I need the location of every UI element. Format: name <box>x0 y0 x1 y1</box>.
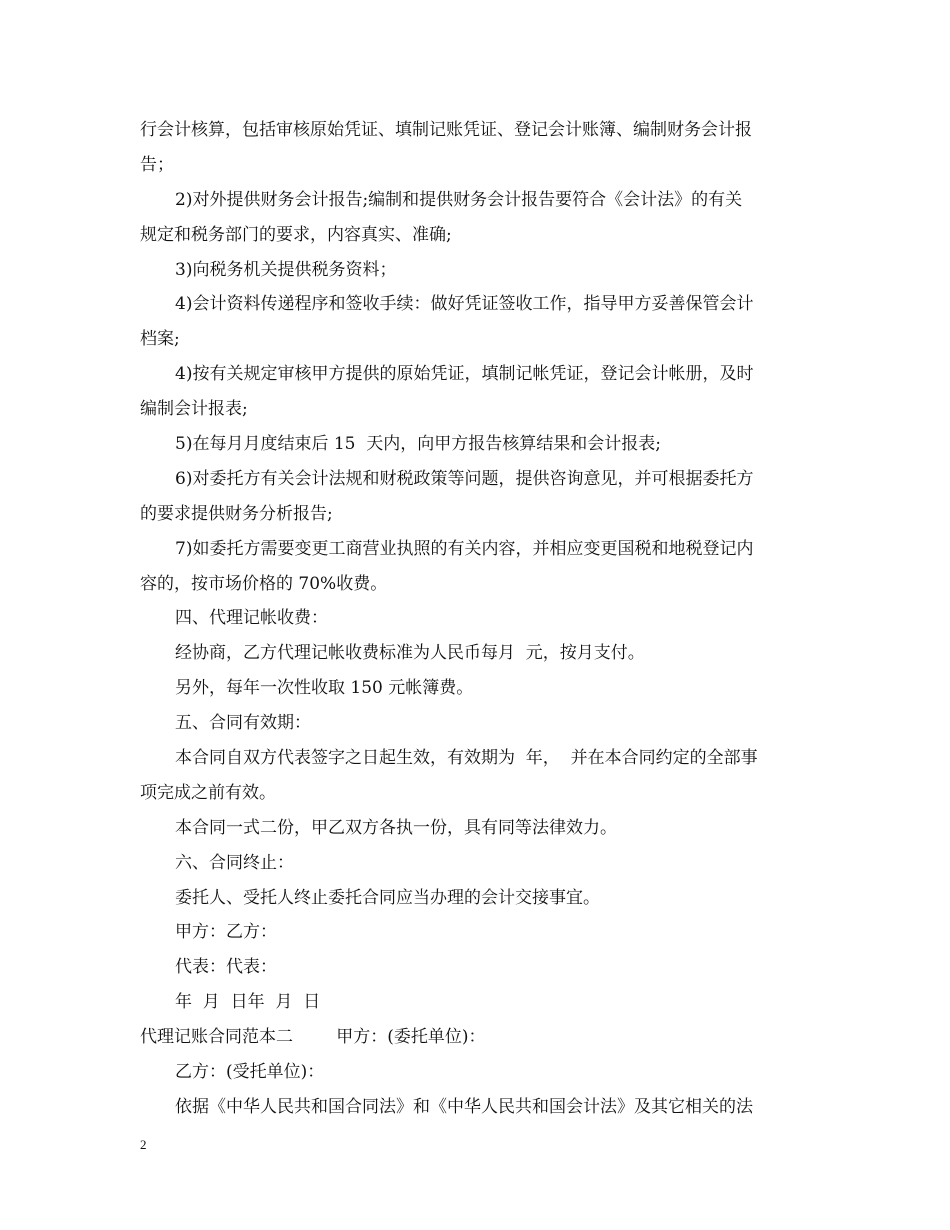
text-line: 另外，每年一次性收取 150 元帐簿费。 <box>175 678 474 699</box>
text-line: 告； <box>140 154 174 175</box>
text-line: 4)按有关规定审核甲方提供的原始凭证，填制记帐凭证，登记会计帐册，及时 <box>175 364 754 385</box>
text-line: 行会计核算，包括审核原始凭证、填制记账凭证、登记会计账簿、编制财务会计报 <box>140 120 752 140</box>
text-line: 规定和税务部门的要求，内容真实、准确; <box>140 224 452 245</box>
text-line: 本合同一式二份，甲乙双方各执一份，具有同等法律效力。 <box>175 817 617 838</box>
text-line: 5)在每月月度结束后 15 天内，向甲方报告核算结果和会计报表; <box>175 434 662 455</box>
text-line: 经协商，乙方代理记帐收费标准为人民币每月 元，按月支付。 <box>175 643 645 664</box>
text-line: 3)向税务机关提供税务资料； <box>175 259 397 280</box>
text-line: 六、合同终止： <box>175 852 294 873</box>
text-line: 2)对外提供财务会计报告;编制和提供财务会计报告要符合《会计法》的有关 <box>175 189 743 210</box>
text-line: 代表：代表： <box>175 957 277 978</box>
document-body <box>140 113 820 1125</box>
text-line: 本合同自双方代表签字之日起生效，有效期为 年， 并在本合同约定的全部事 <box>175 748 758 769</box>
text-line: 乙方：(受托单位)： <box>175 1062 325 1083</box>
text-line: 编制会计报表; <box>140 399 248 420</box>
text-line: 6)对委托方有关会计法规和财税政策等问题，提供咨询意见，并可根据委托方 <box>175 468 754 489</box>
text-line: 年 月 日年 月 日 <box>175 992 321 1013</box>
page-number: 2 <box>140 1137 147 1152</box>
text-line: 委托人、受托人终止委托合同应当办理的会计交接事宜。 <box>175 887 600 908</box>
text-line: 依据《中华人民共和国合同法》和《中华人民共和国会计法》及其它相关的法 <box>175 1096 753 1117</box>
text-line: 五、合同有效期： <box>175 713 311 734</box>
text-line: 档案; <box>140 329 180 350</box>
text-line: 的要求提供财务分析报告; <box>140 503 333 524</box>
text-line: 项完成之前有效。 <box>140 782 276 803</box>
text-line: 代理记账合同范本二 甲方：(委托单位)： <box>140 1027 486 1048</box>
text-line: 甲方：乙方： <box>175 922 277 943</box>
text-line: 7)如委托方需要变更工商营业执照的有关内容，并相应变更国税和地税登记内 <box>175 538 754 559</box>
text-line: 4)会计资料传递程序和签收手续：做好凭证签收工作，指导甲方妥善保管会计 <box>175 294 754 315</box>
text-line: 四、代理记帐收费： <box>175 608 328 629</box>
text-line: 容的，按市场价格的 70%收费。 <box>140 573 388 594</box>
